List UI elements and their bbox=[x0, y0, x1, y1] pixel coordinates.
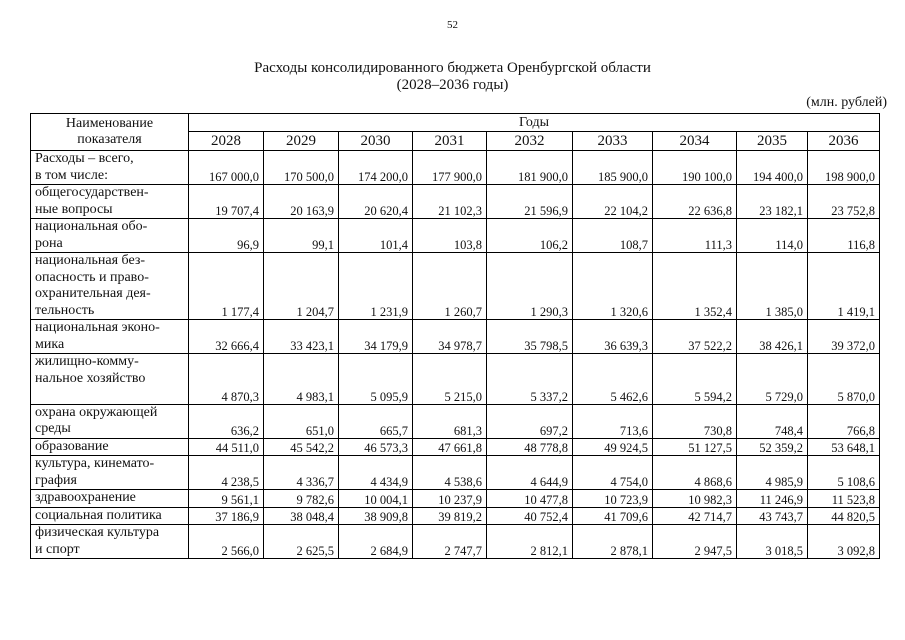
value-cell-2032: 5 337,2 bbox=[487, 354, 573, 405]
row-label bbox=[31, 219, 189, 253]
value-cell-2028: 19 707,4 bbox=[189, 185, 264, 219]
value-cell-2029: 20 163,9 bbox=[264, 185, 339, 219]
table-row bbox=[31, 185, 880, 219]
value-cell-2033: 10 723,9 bbox=[573, 490, 653, 508]
value-cell-2029: 2 625,5 bbox=[264, 525, 339, 559]
value-cell-2029: 9 782,6 bbox=[264, 490, 339, 508]
row-label-line: охранительная дея- bbox=[35, 286, 151, 301]
value-cell-2034: 22 636,8 bbox=[653, 185, 737, 219]
value-cell-2031: 177 900,0 bbox=[413, 151, 487, 185]
year-header-2034: 2034 bbox=[653, 132, 737, 151]
value-cell-2033: 108,7 bbox=[573, 219, 653, 253]
value-cell-2032: 1 290,3 bbox=[487, 253, 573, 320]
value-cell-2028: 1 177,4 bbox=[189, 253, 264, 320]
row-label-line: образование bbox=[35, 438, 109, 454]
value-cell-2032: 40 752,4 bbox=[487, 507, 573, 525]
value-cell-2035: 3 018,5 bbox=[737, 525, 808, 559]
value-cell-2032: 4 644,9 bbox=[487, 456, 573, 490]
value-cell-2033: 41 709,6 bbox=[573, 507, 653, 525]
row-label bbox=[31, 185, 189, 219]
value-cell-2028: 2 566,0 bbox=[189, 525, 264, 559]
value-cell-2034: 730,8 bbox=[653, 404, 737, 438]
value-cell-2030: 2 684,9 bbox=[339, 525, 413, 559]
year-header-2029: 2029 bbox=[264, 132, 339, 151]
table-body bbox=[31, 151, 880, 559]
value-cell-2035: 23 182,1 bbox=[737, 185, 808, 219]
value-cell-2032: 2 812,1 bbox=[487, 525, 573, 559]
value-cell-2036: 766,8 bbox=[808, 404, 880, 438]
row-label bbox=[31, 525, 189, 559]
table-row bbox=[31, 354, 880, 405]
value-cell-2034: 10 982,3 bbox=[653, 490, 737, 508]
value-cell-2033: 5 462,6 bbox=[573, 354, 653, 405]
value-cell-2034: 37 522,2 bbox=[653, 320, 737, 354]
value-cell-2028: 636,2 bbox=[189, 404, 264, 438]
value-cell-2035: 1 385,0 bbox=[737, 253, 808, 320]
table-row bbox=[31, 219, 880, 253]
row-label bbox=[31, 507, 189, 525]
value-cell-2034: 2 947,5 bbox=[653, 525, 737, 559]
title-line-2: (2028–2036 годы) bbox=[396, 77, 509, 93]
row-label-line: в том числе: bbox=[35, 167, 108, 183]
value-cell-2030: 5 095,9 bbox=[339, 354, 413, 405]
row-label-line: рона bbox=[35, 235, 63, 251]
row-label-line: и спорт bbox=[35, 541, 80, 557]
value-cell-2035: 11 246,9 bbox=[737, 490, 808, 508]
value-cell-2035: 43 743,7 bbox=[737, 507, 808, 525]
row-label bbox=[31, 354, 189, 405]
value-cell-2036: 53 648,1 bbox=[808, 438, 880, 456]
value-cell-2030: 101,4 bbox=[339, 219, 413, 253]
value-cell-2030: 4 434,9 bbox=[339, 456, 413, 490]
value-cell-2033: 36 639,3 bbox=[573, 320, 653, 354]
value-cell-2034: 5 594,2 bbox=[653, 354, 737, 405]
row-label-line: здравоохранение bbox=[35, 490, 136, 505]
value-cell-2035: 38 426,1 bbox=[737, 320, 808, 354]
value-cell-2033: 49 924,5 bbox=[573, 438, 653, 456]
value-cell-2035: 52 359,2 bbox=[737, 438, 808, 456]
value-cell-2036: 11 523,8 bbox=[808, 490, 880, 508]
value-cell-2035: 748,4 bbox=[737, 404, 808, 438]
value-cell-2035: 194 400,0 bbox=[737, 151, 808, 185]
value-cell-2036: 44 820,5 bbox=[808, 507, 880, 525]
value-cell-2035: 4 985,9 bbox=[737, 456, 808, 490]
value-cell-2030: 38 909,8 bbox=[339, 507, 413, 525]
value-cell-2031: 103,8 bbox=[413, 219, 487, 253]
value-cell-2033: 4 754,0 bbox=[573, 456, 653, 490]
name-header-line-1: Наименование bbox=[65, 116, 154, 131]
value-cell-2036: 116,8 bbox=[808, 219, 880, 253]
name-column-header bbox=[31, 114, 189, 151]
value-cell-2034: 111,3 bbox=[653, 219, 737, 253]
value-cell-2034: 51 127,5 bbox=[653, 438, 737, 456]
value-cell-2030: 20 620,4 bbox=[339, 185, 413, 219]
header-row-1 bbox=[31, 114, 880, 132]
value-cell-2029: 651,0 bbox=[264, 404, 339, 438]
row-label bbox=[31, 404, 189, 438]
value-cell-2029: 4 983,1 bbox=[264, 354, 339, 405]
row-label-line: охрана окружающей bbox=[35, 404, 158, 420]
table-row bbox=[31, 438, 880, 456]
value-cell-2034: 42 714,7 bbox=[653, 507, 737, 525]
value-cell-2028: 96,9 bbox=[189, 219, 264, 253]
value-cell-2030: 1 231,9 bbox=[339, 253, 413, 320]
value-cell-2029: 33 423,1 bbox=[264, 320, 339, 354]
value-cell-2032: 697,2 bbox=[487, 404, 573, 438]
value-cell-2036: 1 419,1 bbox=[808, 253, 880, 320]
value-cell-2032: 21 596,9 bbox=[487, 185, 573, 219]
value-cell-2028: 32 666,4 bbox=[189, 320, 264, 354]
value-cell-2031: 681,3 bbox=[413, 404, 487, 438]
value-cell-2029: 99,1 bbox=[264, 219, 339, 253]
row-label bbox=[31, 253, 189, 320]
table-row bbox=[31, 490, 880, 508]
value-cell-2033: 22 104,2 bbox=[573, 185, 653, 219]
value-cell-2030: 34 179,9 bbox=[339, 320, 413, 354]
value-cell-2032: 10 477,8 bbox=[487, 490, 573, 508]
value-cell-2036: 198 900,0 bbox=[808, 151, 880, 185]
row-label-line bbox=[35, 387, 185, 404]
year-header-2035: 2035 bbox=[737, 132, 808, 151]
value-cell-2029: 1 204,7 bbox=[264, 253, 339, 320]
value-cell-2029: 45 542,2 bbox=[264, 438, 339, 456]
year-header-2033: 2033 bbox=[573, 132, 653, 151]
value-cell-2031: 1 260,7 bbox=[413, 253, 487, 320]
value-cell-2031: 10 237,9 bbox=[413, 490, 487, 508]
row-label bbox=[31, 490, 189, 508]
row-label bbox=[31, 151, 189, 185]
value-cell-2030: 10 004,1 bbox=[339, 490, 413, 508]
table-row bbox=[31, 456, 880, 490]
value-cell-2034: 4 868,6 bbox=[653, 456, 737, 490]
row-label-line: социальная политика bbox=[35, 507, 162, 523]
name-header-line-2: показателя bbox=[77, 132, 142, 147]
value-cell-2033: 713,6 bbox=[573, 404, 653, 438]
row-label-line: культура, кинемато- bbox=[35, 456, 155, 471]
value-cell-2031: 4 538,6 bbox=[413, 456, 487, 490]
row-label-line: тельность bbox=[35, 302, 95, 318]
value-cell-2032: 48 778,8 bbox=[487, 438, 573, 456]
table-row bbox=[31, 253, 880, 320]
value-cell-2033: 1 320,6 bbox=[573, 253, 653, 320]
value-cell-2028: 9 561,1 bbox=[189, 490, 264, 508]
row-label-line: общегосударствен- bbox=[35, 185, 149, 200]
value-cell-2036: 5 870,0 bbox=[808, 354, 880, 405]
title-line-1: Расходы консолидированного бюджета Оренбургской области bbox=[254, 60, 651, 76]
value-cell-2031: 39 819,2 bbox=[413, 507, 487, 525]
row-label bbox=[31, 438, 189, 456]
row-label bbox=[31, 320, 189, 354]
year-header-2028: 2028 bbox=[189, 132, 264, 151]
value-cell-2031: 47 661,8 bbox=[413, 438, 487, 456]
value-cell-2036: 23 752,8 bbox=[808, 185, 880, 219]
year-header-2030: 2030 bbox=[339, 132, 413, 151]
year-header-2032: 2032 bbox=[487, 132, 573, 151]
value-cell-2028: 37 186,9 bbox=[189, 507, 264, 525]
row-label-line: жилищно-комму- bbox=[35, 354, 139, 369]
year-header-2036: 2036 bbox=[808, 132, 880, 151]
row-label-line: нальное хозяйство bbox=[35, 370, 146, 386]
value-cell-2036: 39 372,0 bbox=[808, 320, 880, 354]
value-cell-2028: 4 238,5 bbox=[189, 456, 264, 490]
value-cell-2035: 114,0 bbox=[737, 219, 808, 253]
value-cell-2031: 21 102,3 bbox=[413, 185, 487, 219]
row-label-line: национальная без- bbox=[35, 253, 146, 268]
page-number: 52 bbox=[447, 19, 458, 31]
row-label-line: среды bbox=[35, 421, 71, 436]
value-cell-2034: 1 352,4 bbox=[653, 253, 737, 320]
row-label-line: ные вопросы bbox=[35, 201, 113, 217]
table-row bbox=[31, 320, 880, 354]
value-cell-2028: 4 870,3 bbox=[189, 354, 264, 405]
value-cell-2030: 174 200,0 bbox=[339, 151, 413, 185]
row-label-line: Расходы – всего, bbox=[35, 151, 134, 166]
year-header-2031: 2031 bbox=[413, 132, 487, 151]
value-cell-2031: 34 978,7 bbox=[413, 320, 487, 354]
years-group-header: Годы bbox=[189, 114, 880, 132]
value-cell-2030: 665,7 bbox=[339, 404, 413, 438]
row-label-line: физическая культура bbox=[35, 525, 160, 540]
value-cell-2034: 190 100,0 bbox=[653, 151, 737, 185]
budget-table bbox=[30, 113, 880, 559]
table-row bbox=[31, 507, 880, 525]
value-cell-2036: 3 092,8 bbox=[808, 525, 880, 559]
table-row bbox=[31, 151, 880, 185]
value-cell-2029: 170 500,0 bbox=[264, 151, 339, 185]
value-cell-2032: 35 798,5 bbox=[487, 320, 573, 354]
value-cell-2032: 181 900,0 bbox=[487, 151, 573, 185]
row-label-line: опасность и право- bbox=[35, 269, 149, 285]
value-cell-2030: 46 573,3 bbox=[339, 438, 413, 456]
value-cell-2035: 5 729,0 bbox=[737, 354, 808, 405]
value-cell-2029: 4 336,7 bbox=[264, 456, 339, 490]
row-label bbox=[31, 456, 189, 490]
table-row bbox=[31, 525, 880, 559]
units-label: (млн. рублей) bbox=[806, 95, 887, 110]
value-cell-2028: 44 511,0 bbox=[189, 438, 264, 456]
value-cell-2031: 5 215,0 bbox=[413, 354, 487, 405]
row-label-line: мика bbox=[35, 336, 65, 352]
table-row bbox=[31, 404, 880, 438]
value-cell-2036: 5 108,6 bbox=[808, 456, 880, 490]
value-cell-2033: 185 900,0 bbox=[573, 151, 653, 185]
row-label-line: национальная эконо- bbox=[35, 320, 160, 335]
value-cell-2028: 167 000,0 bbox=[189, 151, 264, 185]
value-cell-2033: 2 878,1 bbox=[573, 525, 653, 559]
table-header bbox=[31, 114, 880, 151]
row-label-line: национальная обо- bbox=[35, 219, 148, 234]
value-cell-2031: 2 747,7 bbox=[413, 525, 487, 559]
row-label-line: графия bbox=[35, 472, 77, 488]
value-cell-2032: 106,2 bbox=[487, 219, 573, 253]
value-cell-2029: 38 048,4 bbox=[264, 507, 339, 525]
document-title bbox=[0, 60, 905, 94]
